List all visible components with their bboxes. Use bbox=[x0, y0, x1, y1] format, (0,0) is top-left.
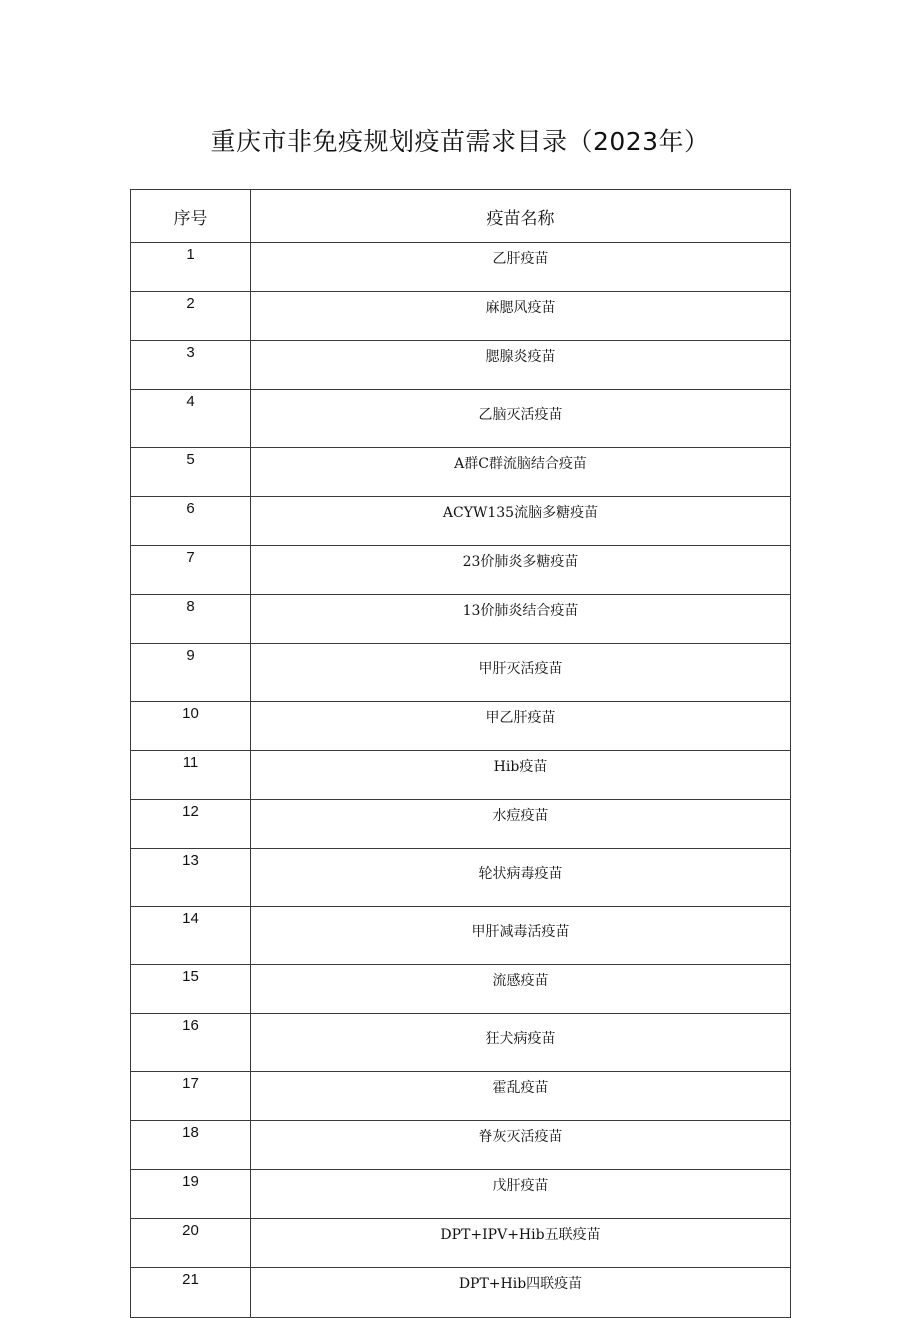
vaccine-name: 甲肝减毒活疫苗 bbox=[251, 907, 791, 965]
row-number: 1 bbox=[131, 243, 251, 292]
row-number: 17 bbox=[131, 1072, 251, 1121]
row-number: 15 bbox=[131, 965, 251, 1014]
vaccine-name: ACYW135流脑多糖疫苗 bbox=[251, 497, 791, 546]
vaccine-name: 水痘疫苗 bbox=[251, 800, 791, 849]
vaccine-name: 甲乙肝疫苗 bbox=[251, 702, 791, 751]
table-row bbox=[131, 907, 791, 965]
vaccine-name: 13价肺炎结合疫苗 bbox=[251, 595, 791, 644]
vaccine-name: DPT+Hib四联疫苗 bbox=[251, 1268, 791, 1318]
vaccine-name: 甲肝灭活疫苗 bbox=[251, 644, 791, 702]
page-title: 重庆市非免疫规划疫苗需求目录（2023年） bbox=[210, 127, 710, 156]
row-number: 6 bbox=[131, 497, 251, 546]
row-number: 20 bbox=[131, 1219, 251, 1268]
table-row bbox=[131, 1268, 791, 1318]
vaccine-name: Hib疫苗 bbox=[251, 751, 791, 800]
table-row bbox=[131, 595, 791, 644]
vaccine-name: 麻腮风疫苗 bbox=[251, 292, 791, 341]
vaccine-name: 乙脑灭活疫苗 bbox=[251, 390, 791, 448]
row-number: 7 bbox=[131, 546, 251, 595]
table-row bbox=[131, 497, 791, 546]
table-row bbox=[131, 849, 791, 907]
table-row bbox=[131, 751, 791, 800]
row-number: 2 bbox=[131, 292, 251, 341]
row-number: 5 bbox=[131, 448, 251, 497]
row-number: 21 bbox=[131, 1268, 251, 1318]
table-header-row bbox=[131, 190, 791, 243]
table-row bbox=[131, 702, 791, 751]
vaccine-name: 轮状病毒疫苗 bbox=[251, 849, 791, 907]
table-row bbox=[131, 1219, 791, 1268]
table-row bbox=[131, 1170, 791, 1219]
column-header-number: 序号 bbox=[131, 190, 251, 243]
vaccine-name: DPT+IPV+Hib五联疫苗 bbox=[251, 1219, 791, 1268]
table-row bbox=[131, 1121, 791, 1170]
table-row bbox=[131, 292, 791, 341]
row-number: 4 bbox=[131, 390, 251, 448]
row-number: 16 bbox=[131, 1014, 251, 1072]
row-number: 14 bbox=[131, 907, 251, 965]
row-number: 13 bbox=[131, 849, 251, 907]
table-row bbox=[131, 1014, 791, 1072]
table-row bbox=[131, 448, 791, 497]
vaccine-name: 流感疫苗 bbox=[251, 965, 791, 1014]
table-row bbox=[131, 800, 791, 849]
table-row bbox=[131, 644, 791, 702]
table-row bbox=[131, 390, 791, 448]
table-row bbox=[131, 1072, 791, 1121]
vaccine-name: 腮腺炎疫苗 bbox=[251, 341, 791, 390]
vaccine-name: 23价肺炎多糖疫苗 bbox=[251, 546, 791, 595]
vaccine-name: 狂犬病疫苗 bbox=[251, 1014, 791, 1072]
vaccine-name: 戊肝疫苗 bbox=[251, 1170, 791, 1219]
table-row bbox=[131, 546, 791, 595]
row-number: 11 bbox=[131, 751, 251, 800]
vaccine-name: 脊灰灭活疫苗 bbox=[251, 1121, 791, 1170]
column-header-name: 疫苗名称 bbox=[251, 190, 791, 243]
table-row bbox=[131, 341, 791, 390]
row-number: 3 bbox=[131, 341, 251, 390]
row-number: 9 bbox=[131, 644, 251, 702]
row-number: 18 bbox=[131, 1121, 251, 1170]
vaccine-table bbox=[130, 189, 791, 1318]
row-number: 12 bbox=[131, 800, 251, 849]
vaccine-name: A群C群流脑结合疫苗 bbox=[251, 448, 791, 497]
vaccine-name: 乙肝疫苗 bbox=[251, 243, 791, 292]
table-row bbox=[131, 965, 791, 1014]
row-number: 8 bbox=[131, 595, 251, 644]
row-number: 19 bbox=[131, 1170, 251, 1219]
row-number: 10 bbox=[131, 702, 251, 751]
vaccine-name: 霍乱疫苗 bbox=[251, 1072, 791, 1121]
table-row bbox=[131, 243, 791, 292]
